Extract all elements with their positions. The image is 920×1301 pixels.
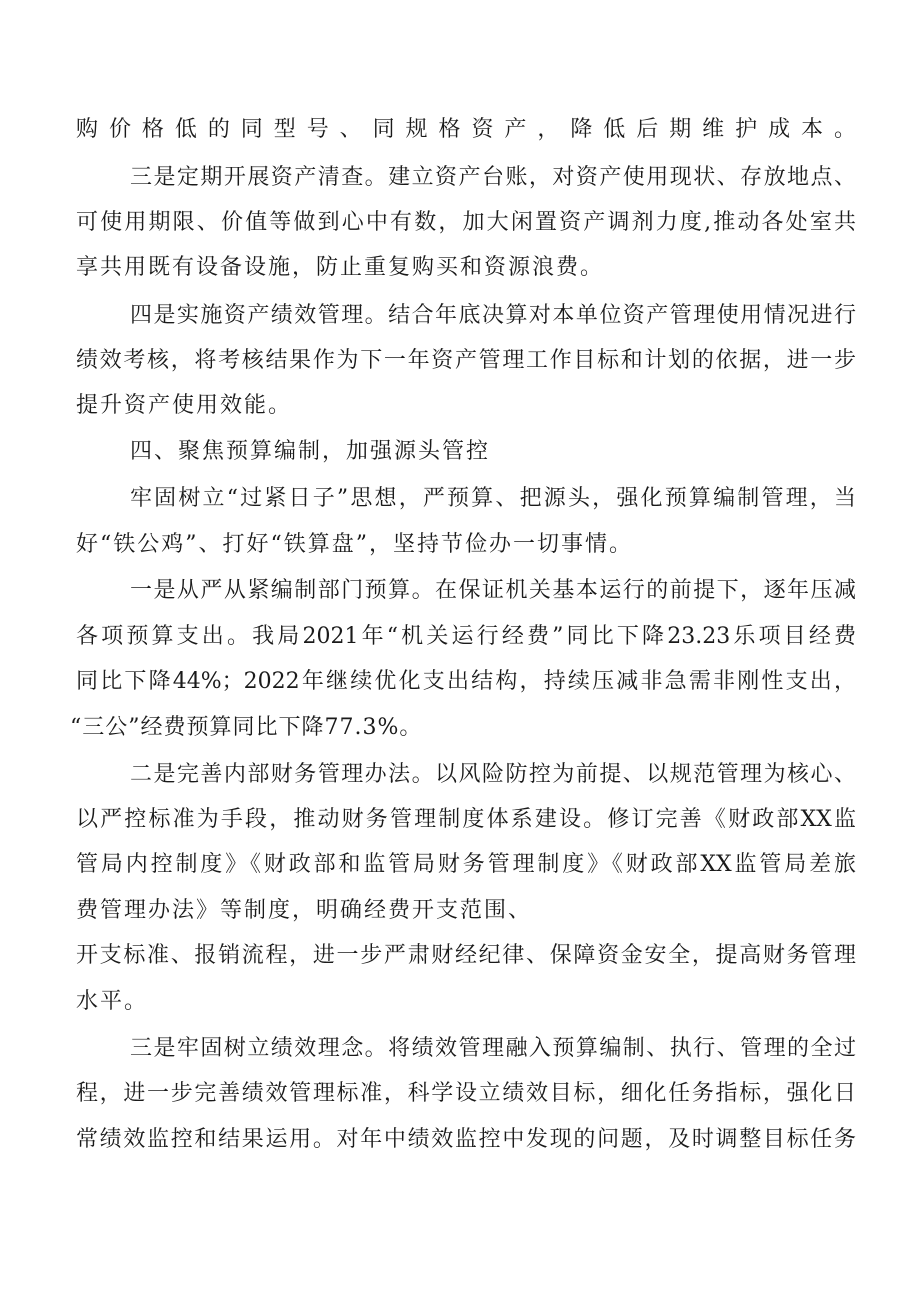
text-line: 程，进一步完善绩效管理标准，科学设立绩效目标，细化任务指标，强化日 — [76, 1081, 856, 1106]
text-line: 以严控标准为手段，推动财务管理制度体系建设。修订完善《财政部XX监 — [76, 807, 856, 832]
text-line: 水平。 — [76, 989, 149, 1014]
text-line: 好“铁公鸡”、打好“铁算盘”，坚持节俭办一切事情。 — [76, 532, 633, 557]
text-line: 三是牢固树立绩效理念。将绩效管理融入预算编制、执行、管理的全过 — [130, 1036, 856, 1061]
text-line: 一是从严从紧编制部门预算。在保证机关基本运行的前提下，逐年压减 — [130, 578, 856, 603]
text-line: 牢固树立“过紧日子”思想，严预算、把源头，强化预算编制管理，当 — [130, 486, 856, 511]
text-line: 可使用期限、价值等做到心中有数，加大闲置资产调剂力度,推动各处室共 — [76, 210, 856, 235]
text-line: 各项预算支出。我局2021年“机关运行经费”同比下降23.23乐项目经费 — [76, 624, 856, 649]
text-line: 常绩效监控和结果运用。对年中绩效监控中发现的问题，及时调整目标任务 — [76, 1127, 856, 1152]
text-line: 绩效考核，将考核结果作为下一年资产管理工作目标和计划的依据，进一步 — [76, 348, 856, 373]
text-line: 提升资产使用效能。 — [76, 393, 293, 418]
text-line: 同比下降44%；2022年继续优化支出结构，持续压减非急需非刚性支出， — [76, 669, 856, 694]
text-line: 管局内控制度》《财政部和监管局财务管理制度》《财政部XX监管局差旅 — [76, 852, 856, 877]
text-line: 购价格低的同型号、同规格资产，降低后期维护成本。 — [76, 117, 856, 142]
section-heading: 四、聚焦预算编制，加强源头管控 — [130, 439, 491, 464]
text-line: 享共用既有设备设施，防止重复购买和资源浪费。 — [76, 255, 605, 280]
text-line: “三公”经费预算同比下降77.3%。 — [70, 715, 423, 740]
text-line: 三是定期开展资产清查。建立资产台账，对资产使用现状、存放地点、 — [130, 165, 856, 190]
text-line: 费管理办法》等制度，明确经费开支范围、 — [76, 898, 533, 923]
text-line: 开支标准、报销流程，进一步严肃财经纪律、保障资金安全，提高财务管理 — [76, 943, 856, 968]
text-line: 二是完善内部财务管理办法。以风险防控为前提、以规范管理为核心、 — [130, 762, 856, 787]
text-line: 四是实施资产绩效管理。结合年底决算对本单位资产管理使用情况进行 — [130, 303, 856, 328]
